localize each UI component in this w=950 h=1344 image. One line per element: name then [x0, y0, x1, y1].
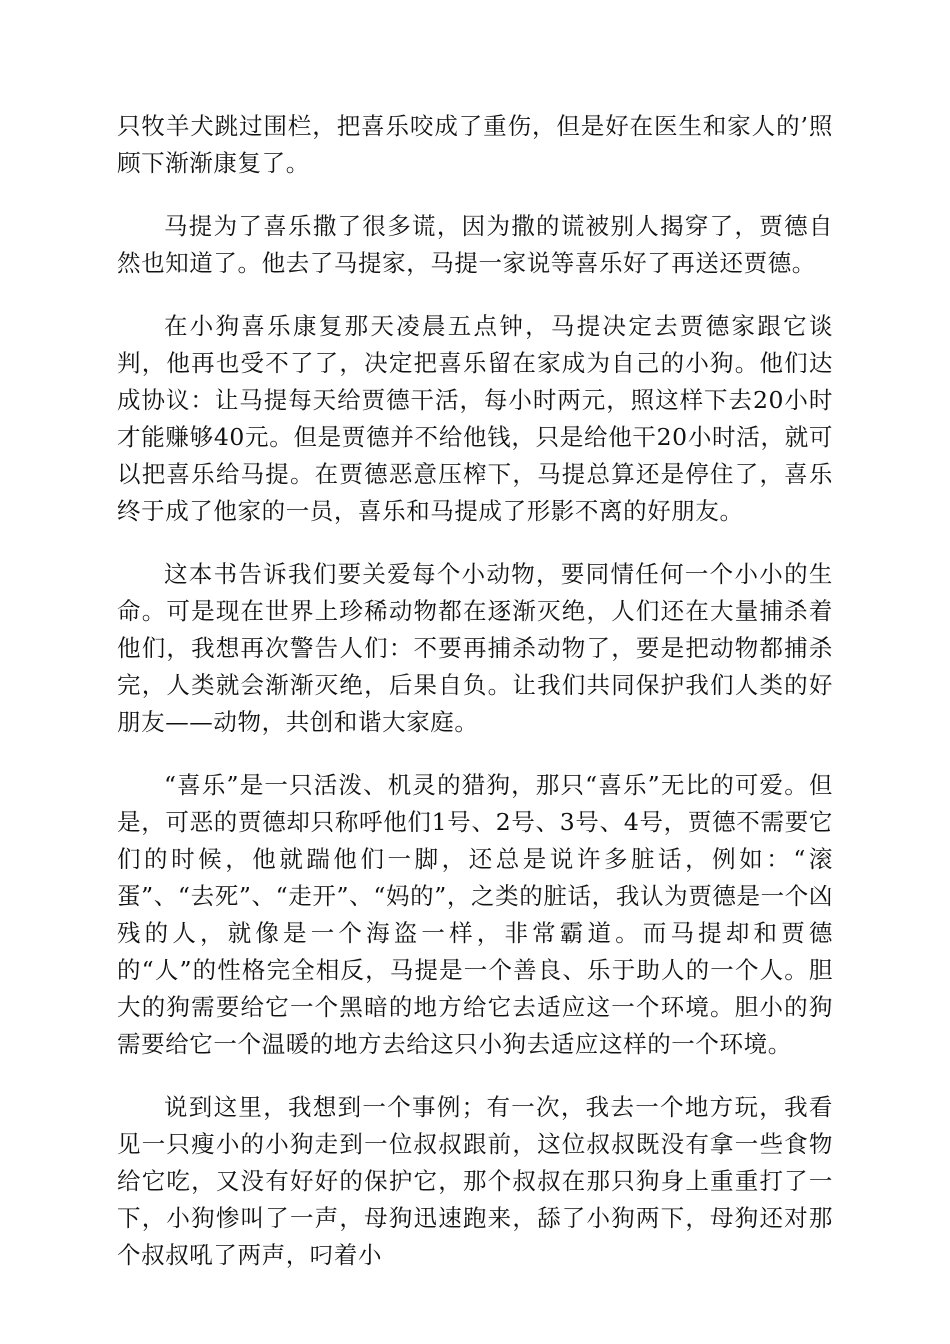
paragraph-1: 只牧羊犬跳过围栏，把喜乐咬成了重伤，但是好在医生和家人的’照顾下渐渐康复了。 — [117, 112, 833, 177]
document-body — [117, 108, 833, 1300]
paragraph-3: 在小狗喜乐康复那天凌晨五点钟，马提决定去贾德家跟它谈判，他再也受不了了，决定把喜乐留在家成为自己的小狗。他们达成协议：让马提每天给贾德干活，每小时两元，照这样下去20小时才能赚够40元。但是贾德并不给他钱，只是给他干20小时活，就可以把喜乐给马提。在贾德恶意压榨下，马提总算还是停住了，喜乐终于成了他家的一员，喜乐和马提成了形影不离的好朋友。 — [117, 312, 833, 525]
paragraph-2: 马提为了喜乐撒了很多谎，因为撒的谎被别人揭穿了，贾德自然也知道了。他去了马提家，马提一家说等喜乐好了再送还贾德。 — [117, 212, 833, 277]
paragraph-4: 这本书告诉我们要关爱每个小动物，要同情任何一个小小的生命。可是现在世界上珍稀动物都在逐渐灭绝，人们还在大量捕杀着他们，我想再次警告人们：不要再捕杀动物了，要是把动物都捕杀完，人类就会渐渐灭绝，后果自负。让我们共同保护我们人类的好朋友——动物，共创和谐大家庭。 — [117, 560, 833, 736]
paragraph-5: “喜乐”是一只活泼、机灵的猎狗，那只“喜乐”无比的可爱。但是，可恶的贾德却只称呼他们1号、2号、3号、4号，贾德不需要它们的时候，他就踹他们一脚，还总是说许多脏话，例如：“滚蛋”、“去死”、“走开”、“妈的”，之类的脏话，我认为贾德是一个凶残的人，就像是一个海盗一样，非常霸道。而马提却和贾德的“人”的性格完全相反，马提是一个善良、乐于助人的一个人。胆大的狗需要给它一个黑暗的地方给它去适应这一个环境。胆小的狗需要给它一个温暖的地方去给这只小狗去适应这样的一个环境。 — [117, 771, 833, 1058]
paragraph-6: 说到这里，我想到一个事例；有一次，我去一个地方玩，我看见一只瘦小的小狗走到一位叔叔跟前，这位叔叔既没有拿一些食物给它吃，又没有好好的保护它，那个叔叔在那只狗身上重重打了一下，小狗惨叫了一声，母狗迅速跑来，舔了小狗两下，母狗还对那个叔叔吼了两声，叼着小 — [117, 1093, 833, 1269]
